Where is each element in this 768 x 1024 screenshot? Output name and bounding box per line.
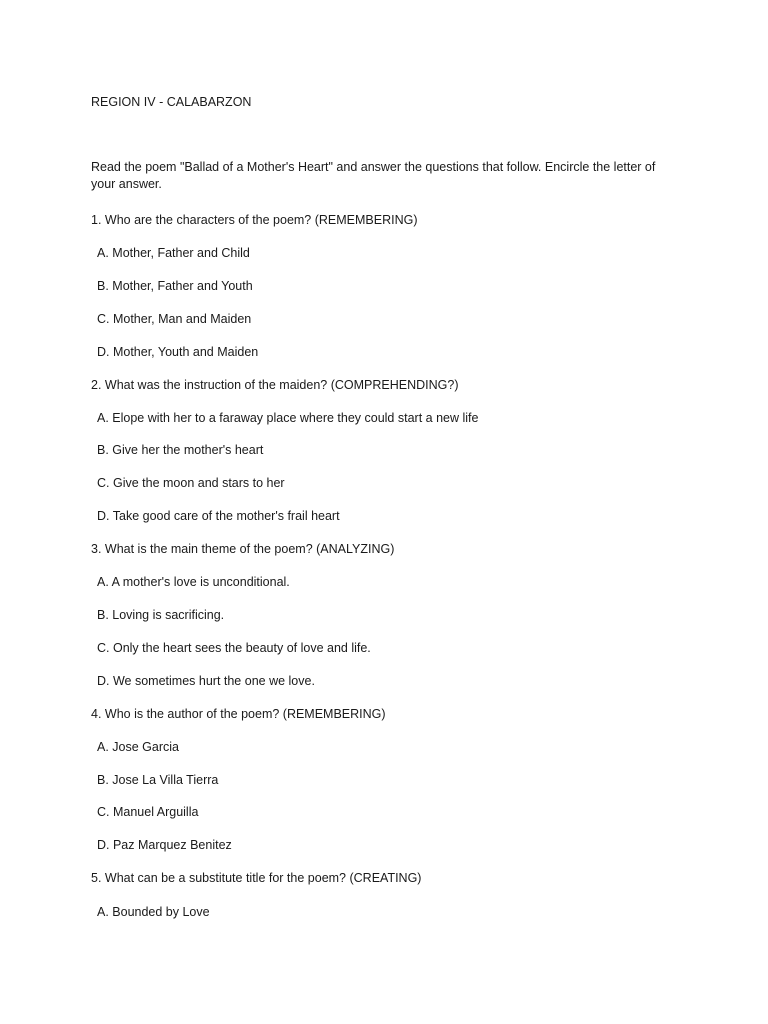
question-5: 5. What can be a substitute title for the poem? (CREATING) (91, 871, 422, 885)
choice-2c: C. Give the moon and stars to her (97, 476, 285, 490)
choice-3c: C. Only the heart sees the beauty of love and life. (97, 641, 371, 655)
question-2: 2. What was the instruction of the maiden? (COMPREHENDING?) (91, 378, 459, 392)
choice-5a: A. Bounded by Love (97, 905, 210, 919)
choice-3b: B. Loving is sacrificing. (97, 608, 225, 622)
choice-1b: B. Mother, Father and Youth (97, 279, 253, 293)
choice-4c: C. Manuel Arguilla (97, 805, 199, 819)
choice-1c: C. Mother, Man and Maiden (97, 312, 252, 326)
region-heading: REGION IV - CALABARZON (91, 95, 252, 109)
choice-4b: B. Jose La Villa Tierra (97, 773, 219, 787)
choice-2d: D. Take good care of the mother's frail heart (97, 509, 340, 523)
choice-2b: B. Give her the mother's heart (97, 443, 264, 457)
question-3: 3. What is the main theme of the poem? (ANALYZING) (91, 542, 395, 556)
choice-1a: A. Mother, Father and Child (97, 246, 250, 260)
instructions-text: Read the poem "Ballad of a Mother's Heart" and answer the questions that follow. Encircle the letter of your answer. (91, 160, 656, 191)
choice-1d: D. Mother, Youth and Maiden (97, 345, 259, 359)
choice-3a: A. A mother's love is unconditional. (97, 575, 290, 589)
choice-4a: A. Jose Garcia (97, 740, 179, 754)
question-1: 1. Who are the characters of the poem? (REMEMBERING) (91, 213, 418, 227)
choice-2a: A. Elope with her to a faraway place where they could start a new life (97, 411, 479, 425)
question-4: 4. Who is the author of the poem? (REMEMBERING) (91, 707, 386, 721)
choice-4d: D. Paz Marquez Benitez (97, 838, 232, 852)
choice-3d: D. We sometimes hurt the one we love. (97, 674, 315, 688)
